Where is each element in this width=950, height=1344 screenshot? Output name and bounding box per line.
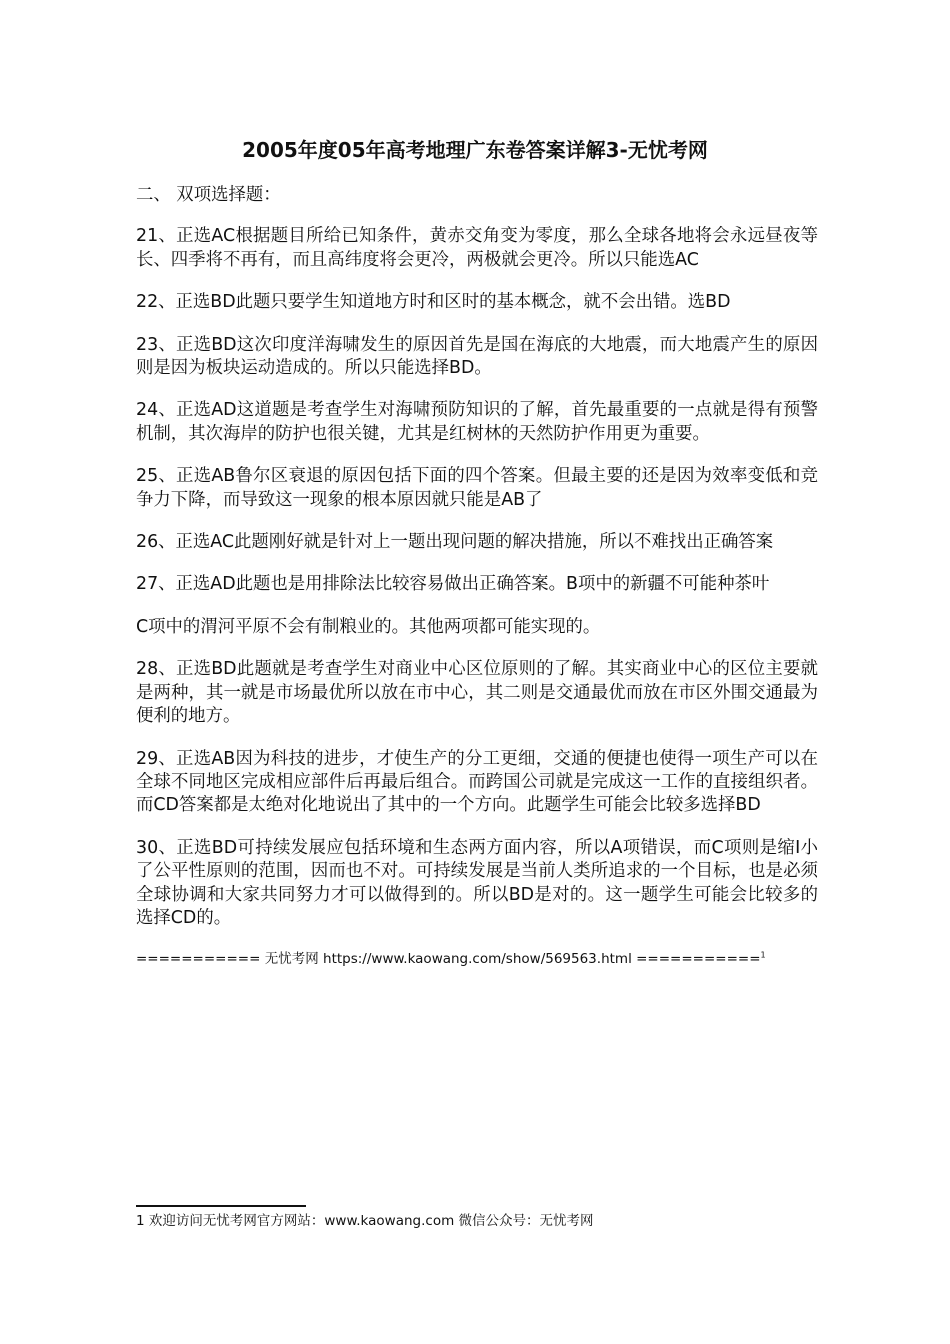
answer-26: 26、正选AC此题刚好就是针对上一题出现问题的解决措施，所以不难找出正确答案 (136, 532, 774, 553)
answer-24: 24、正选AD这道题是考查学生对海啸预防知识的了解，首先最重要的一点就是得有预警机制，其次海岸的防护也很关键，尤其是红树林的天然防护作用更为重要。 (136, 400, 818, 444)
source-line (136, 949, 818, 969)
answer-22: 22、正选BD此题只要学生知道地方时和区时的基本概念，就不会出错。选BD (136, 292, 731, 313)
answer-29: 29、正选AB因为科技的进步，才使生产的分工更细，交通的便捷也使得一项生产可以在全球不同地区完成相应部件后再最后组合。而跨国公司就是完成这一工作的直接组织者。而CD答案都是太绝对化地说出了其中的一个方向。此题学生可能会比较多选择BD (136, 748, 818, 816)
footnote-marker: 1 (760, 950, 766, 960)
answer-23: 23、正选BD这次印度洋海啸发生的原因首先是国在海底的大地震，而大地震产生的原因则是因为板块运动造成的。所以只能选择BD。 (136, 334, 818, 379)
source-line-text: =========== 无忧考网 https://www.kaowang.com/show/569563.html =========== (136, 951, 761, 968)
answer-30: 30、正选BD可持续发展应包括环境和生态两方面内容，所以A项错误，而C项则是缩I小了公平性原则的范围，因而也不对。可持续发展是当前人类所追求的一个目标，也是必须全球协调和大家共同努力才可以做得到的。所以BD是对的。这一题学生可能会比较多的选择CD的。 (136, 837, 818, 928)
answer-27: 27、正选AD此题也是用排除法比较容易做出正确答案。B项中的新疆不可能种茶叶 (136, 574, 770, 595)
answer-21: 21、正选AC根据题目所给已知条件，黄赤交角变为零度，那么全球各地将会永远昼夜等长、四季将不再有，而且高纬度将会更冷，两极就会更冷。所以只能选AC (136, 226, 818, 270)
footnote-separator (136, 1205, 306, 1207)
answer-27-continued: C项中的渭河平原不会有制粮业的。其他两项都可能实现的。 (136, 616, 601, 637)
document-body (136, 184, 818, 969)
answer-25: 25、正选AB鲁尔区衰退的原因包括下面的四个答案。但最主要的还是因为效率变低和竞争力下降，而导致这一现象的根本原因就只能是AB了 (136, 466, 818, 510)
footnote: 1 欢迎访问无忧考网官方网站：www.kaowang.com 微信公众号：无忧考网 (136, 1213, 594, 1229)
section-heading: 二、 双项选择题： (136, 185, 281, 205)
document-title: 2005年度05年高考地理广东卷答案详解3-无忧考网 (242, 138, 708, 162)
answer-28: 28、正选BD此题就是考查学生对商业中心区位原则的了解。其实商业中心的区位主要就是两种，其一就是市场最优所以放在市中心，其二则是交通最优而放在市区外围交通最为便利的地方。 (136, 659, 818, 727)
